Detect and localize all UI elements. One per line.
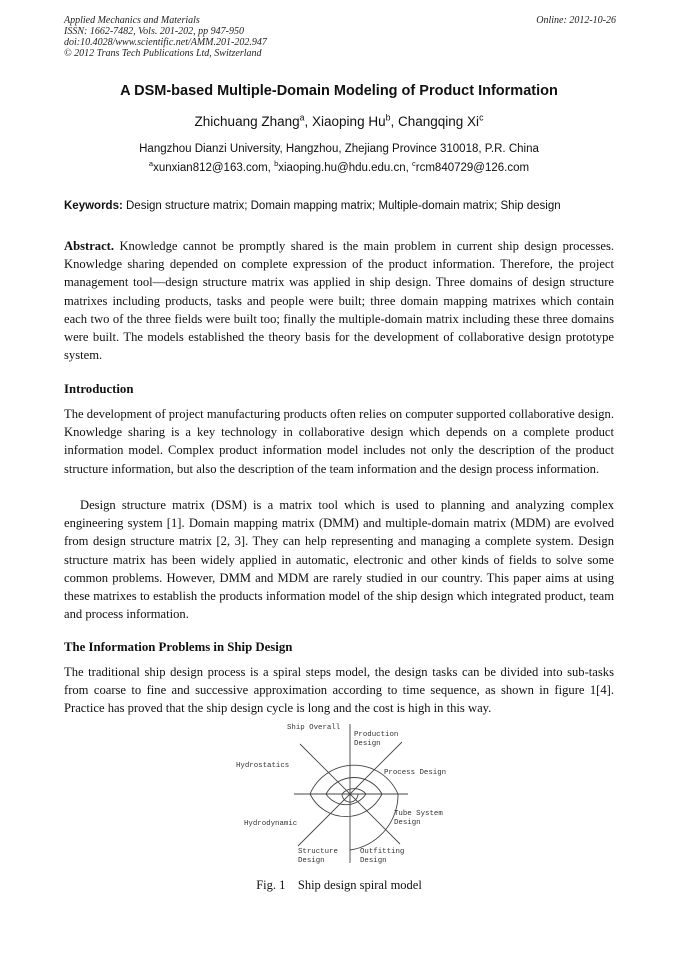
label-outfitting-2: Design [360,857,387,865]
label-ship-overall: Ship Overall [287,724,341,732]
email-link[interactable]: xunxian812@163.com [153,162,268,174]
author-list: Zhichuang Zhang$^a$, Xiaoping Hu$^b$, Changqing Xi$^c$ [194,112,484,129]
keywords-label: Keywords: [64,200,123,212]
email-list: $^a$xunxian812@163.com, $^b$xiaoping.hu@hdu.edu.cn, $^c$rcm840729@126.com [148,159,530,174]
label-process-design: Process Design [384,769,447,777]
paper-title: A DSM-based Multiple-Domain Modeling of Product Information [120,83,558,99]
doi-line: doi:10.4028/www.scientific.net/AMM.201-202.947 [64,37,267,48]
label-structure-2: Design [298,857,325,865]
intro-paragraph-2: Design structure matrix (DSM) is a matrix tool which is used to planning and analyzing complex engineering system [1]. Domain mapping matrix (DMM) and multiple-domain matrix (MDM) are evolved from design structure matrix [2, 3]. They can help representing and managing a complete system. Design structure matrix has been widely applied in automatic, electronic and other kinds of fields to solve some common problems. However, DMM and MDM are rarely studied in our country. This paper aims at using these matrixes to establish the products information model of the ship design which integrated product, team and process information. [64,498,614,622]
section-heading-introduction: Introduction [64,382,134,396]
author-name: Xiaoping Hu [312,114,386,129]
abstract [64,237,614,364]
spiral-model-figure [230,718,450,870]
email-link[interactable]: xiaoping.hu@hdu.edu.cn [278,162,406,174]
label-structure: Structure [298,848,338,856]
online-date: Online: 2012-10-26 [536,15,616,26]
label-hydrodynamic: Hydrodynamic [244,820,298,828]
abstract-text: Knowledge cannot be promptly shared is the main problem in current ship design processes. Knowledge sharing depended on complete expression of the product information. Therefore, the project management tool—design structure matrix was applied in ship design. Three domains of design structure matrixes including products, tasks and people were built; three domain mapping matrixes which contain each two of the three fields were built too; finally the multiple-domain matrix including these three domains were built. The models established the theory basis for the development of collaborative design prototype system. [64,239,614,363]
author-name: Changqing Xi [398,114,480,129]
label-tube-system: Tube System [394,810,443,818]
journal-name: Applied Mechanics and Materials [64,15,200,26]
section-heading-problems: The Information Problems in Ship Design [64,640,293,654]
author-sup: b [385,112,391,123]
label-production: Production [354,731,399,739]
author-sup: a [299,112,305,123]
label-production-2: Design [354,740,381,748]
keywords [64,200,561,212]
author-name: Zhichuang Zhang [194,114,300,129]
label-outfitting: Outfitting [360,848,405,856]
label-hydrostatics: Hydrostatics [236,762,290,770]
figure-caption: Fig. 1 Ship design spiral model [256,878,422,892]
keywords-text: Design structure matrix; Domain mapping matrix; Multiple-domain matrix; Ship design [126,200,561,212]
intro-paragraph-1: The development of project manufacturing products often relies on computer supported collaborative design. Knowledge sharing is a key technology in collaborative design which depends on a complete product information model. Complex product information model includes not only the description of the product structure information, but also the description of the team information and the design process information. [64,407,614,476]
issn-line: ISSN: 1662-7482, Vols. 201-202, pp 947-950 [64,26,244,37]
abstract-label: Abstract. [64,239,115,253]
spiral-path [310,765,398,850]
email-link[interactable]: rcm840729@126.com [415,162,530,174]
problems-paragraph-1: The traditional ship design process is a spiral steps model, the design tasks can be divided into sub-tasks from coarse to fine and successive approximation according to time sequence, as shown in figure 1[4]. Practice has proved that the ship design cycle is long and the cost is high in this way. [64,665,614,716]
author-sup: c [479,112,484,123]
label-tube-system-2: Design [394,819,421,827]
affiliation: Hangzhou Dianzi University, Hangzhou, Zhejiang Province 310018, P.R. China [139,143,539,155]
copyright-line: © 2012 Trans Tech Publications Ltd, Switzerland [64,48,262,59]
